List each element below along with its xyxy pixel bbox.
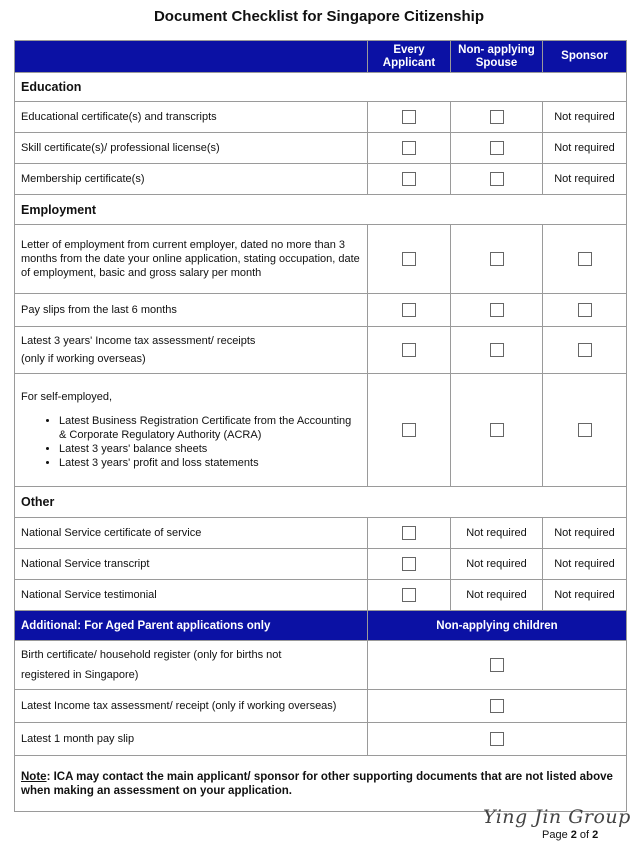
item-label: National Service certificate of service bbox=[15, 518, 368, 549]
not-required-label: Not required bbox=[543, 102, 627, 133]
not-required-label: Not required bbox=[543, 518, 627, 549]
table-row bbox=[15, 164, 627, 195]
list-item: • Latest Business Registration Certificate from the Accounting & Corporate Regulatory Authority (ACRA) bbox=[59, 414, 361, 442]
item-label bbox=[15, 327, 368, 374]
checkbox[interactable] bbox=[402, 343, 416, 357]
list-item: • Latest 3 years' profit and loss statements bbox=[59, 456, 361, 470]
table-row bbox=[15, 518, 627, 549]
note-row bbox=[15, 756, 627, 812]
checkbox[interactable] bbox=[490, 699, 504, 713]
checkbox[interactable] bbox=[402, 557, 416, 571]
page-total: 2 bbox=[592, 829, 599, 841]
checkbox[interactable] bbox=[490, 303, 504, 317]
header-non-applying-children: Non-applying children bbox=[368, 611, 627, 641]
not-required-label: Not required bbox=[451, 549, 543, 580]
item-label: Educational certificate(s) and transcripts bbox=[15, 102, 368, 133]
not-required-label: Not required bbox=[543, 164, 627, 195]
section-employment bbox=[15, 195, 627, 225]
note-text: : ICA may contact the main applicant/ sponsor for other supporting documents that are not listed above when making an assessment on your application. bbox=[21, 770, 613, 797]
checkbox[interactable] bbox=[490, 110, 504, 124]
section-title-additional: Additional: For Aged Parent applications only bbox=[15, 611, 368, 641]
section-title-education: Education bbox=[15, 73, 627, 102]
checkbox[interactable] bbox=[578, 303, 592, 317]
table-row bbox=[15, 549, 627, 580]
item-label: Latest Income tax assessment/ receipt (only if working overseas) bbox=[15, 690, 368, 723]
table-row bbox=[15, 690, 627, 723]
checkbox[interactable] bbox=[402, 252, 416, 266]
table-row bbox=[15, 374, 627, 487]
checkbox[interactable] bbox=[490, 658, 504, 672]
checkbox[interactable] bbox=[402, 526, 416, 540]
checklist-table bbox=[14, 40, 627, 812]
checkbox[interactable] bbox=[490, 423, 504, 437]
table-row bbox=[15, 723, 627, 756]
section-title-other: Other bbox=[15, 487, 627, 518]
header-sponsor: Sponsor bbox=[543, 41, 627, 73]
note-label: Note bbox=[21, 770, 47, 783]
table-row bbox=[15, 580, 627, 611]
item-label-line: Birth certificate/ household register (only for births not bbox=[21, 649, 282, 661]
item-label-line: registered in Singapore) bbox=[21, 669, 139, 681]
item-label: Latest 1 month pay slip bbox=[15, 723, 368, 756]
not-required-label: Not required bbox=[543, 580, 627, 611]
page-prefix: Page bbox=[542, 829, 571, 841]
not-required-label: Not required bbox=[451, 580, 543, 611]
page-of: of bbox=[576, 829, 593, 841]
header-row bbox=[15, 41, 627, 73]
item-label-note: (only if working overseas) bbox=[21, 353, 146, 365]
item-label: Letter of employment from current employer, dated no more than 3 months from the date your online application, stating occupation, date of employment, basic and gross salary per month bbox=[15, 225, 368, 294]
checkbox[interactable] bbox=[578, 343, 592, 357]
item-label: Pay slips from the last 6 months bbox=[15, 294, 368, 327]
checkbox[interactable] bbox=[402, 110, 416, 124]
section-title-employment: Employment bbox=[15, 195, 627, 225]
section-additional bbox=[15, 611, 627, 641]
item-label-line: Latest 3 years' Income tax assessment/ receipts bbox=[21, 335, 256, 347]
item-label: National Service testimonial bbox=[15, 580, 368, 611]
table-row bbox=[15, 225, 627, 294]
page-number bbox=[542, 829, 598, 841]
checkbox[interactable] bbox=[490, 252, 504, 266]
checkbox[interactable] bbox=[402, 141, 416, 155]
header-every-applicant: Every Applicant bbox=[368, 41, 451, 73]
not-required-label: Not required bbox=[543, 549, 627, 580]
checkbox[interactable] bbox=[578, 252, 592, 266]
list-item: • Latest 3 years' balance sheets bbox=[59, 442, 361, 456]
page-current: 2 bbox=[570, 829, 577, 841]
checkbox[interactable] bbox=[490, 141, 504, 155]
table-row bbox=[15, 327, 627, 374]
checkbox[interactable] bbox=[490, 343, 504, 357]
checkbox[interactable] bbox=[490, 172, 504, 186]
note bbox=[15, 756, 627, 812]
item-label bbox=[15, 641, 368, 690]
table-row bbox=[15, 641, 627, 690]
item-label: National Service transcript bbox=[15, 549, 368, 580]
item-label: Skill certificate(s)/ professional license(s) bbox=[15, 133, 368, 164]
not-required-label: Not required bbox=[543, 133, 627, 164]
table-row bbox=[15, 133, 627, 164]
checkbox[interactable] bbox=[402, 303, 416, 317]
item-label-self-employed bbox=[15, 374, 368, 487]
table-row bbox=[15, 102, 627, 133]
header-non-applying-spouse: Non- applying Spouse bbox=[451, 41, 543, 73]
section-other bbox=[15, 487, 627, 518]
section-education bbox=[15, 73, 627, 102]
header-blank bbox=[15, 41, 368, 73]
ying-jin-group-signature: Ying Jin Group bbox=[483, 806, 631, 828]
checkbox[interactable] bbox=[402, 423, 416, 437]
self-employed-intro: For self-employed, bbox=[21, 391, 113, 403]
not-required-label: Not required bbox=[451, 518, 543, 549]
checkbox[interactable] bbox=[402, 172, 416, 186]
item-label: Membership certificate(s) bbox=[15, 164, 368, 195]
self-employed-list bbox=[21, 414, 361, 470]
checkbox[interactable] bbox=[490, 732, 504, 746]
checkbox[interactable] bbox=[578, 423, 592, 437]
page-title: Document Checklist for Singapore Citizenship bbox=[153, 8, 485, 25]
table-row bbox=[15, 294, 627, 327]
checkbox[interactable] bbox=[402, 588, 416, 602]
